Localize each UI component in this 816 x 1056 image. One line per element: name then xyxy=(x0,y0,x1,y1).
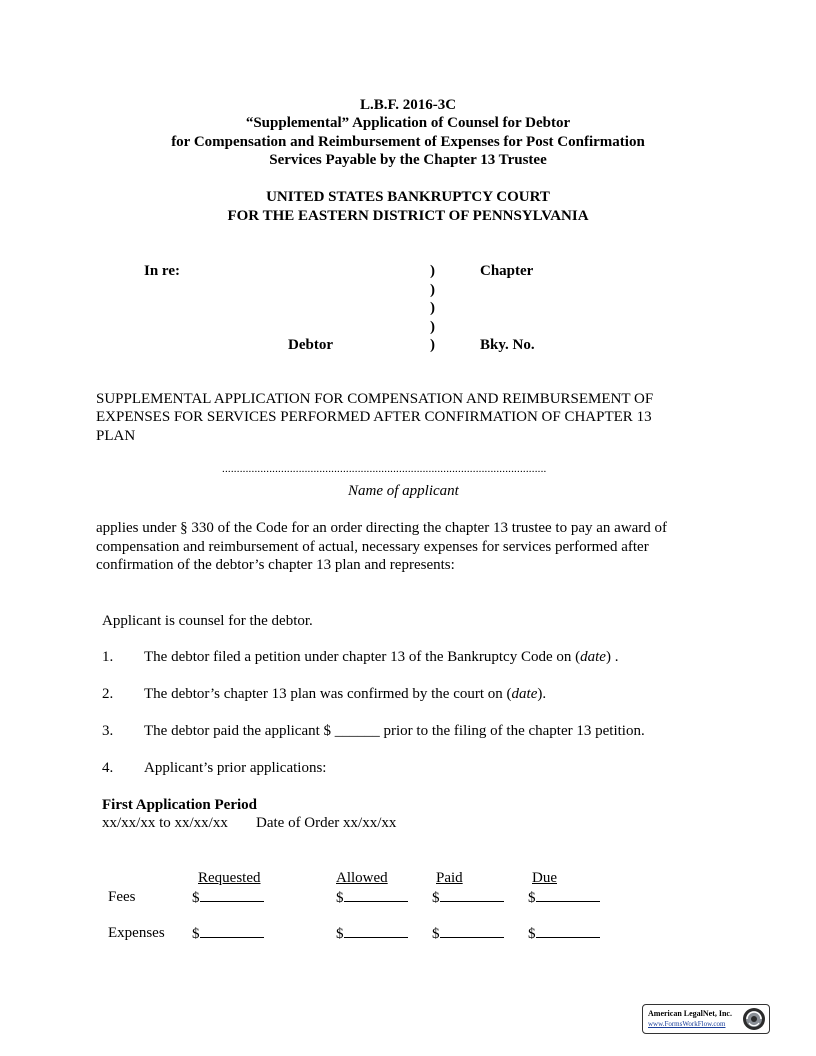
fees-paid-field[interactable]: $ xyxy=(432,888,504,907)
expenses-row-label: Expenses xyxy=(108,925,165,941)
item-3-number: 3. xyxy=(102,723,114,739)
column-paid: Paid xyxy=(436,870,463,886)
intro-line-2: compensation and reimbursement of actual, necessary expenses for services performed after xyxy=(96,539,649,555)
applicant-name-label: Name of applicant xyxy=(348,483,459,499)
caption-paren-3: ) xyxy=(430,300,435,316)
intro-line-1: applies under § 330 of the Code for an order directing the chapter 13 trustee to pay an award of xyxy=(96,520,668,536)
application-heading-line-3: PLAN xyxy=(96,428,136,444)
intro-line-3: confirmation of the debtor’s chapter 13 plan and represents: xyxy=(96,557,455,573)
item-4-number: 4. xyxy=(102,760,114,776)
court-name-line-2: FOR THE EASTERN DISTRICT OF PENNSYLVANIA xyxy=(227,208,589,224)
application-heading-line-2: EXPENSES FOR SERVICES PERFORMED AFTER CONFIRMATION OF CHAPTER 13 xyxy=(96,409,652,425)
first-period-order-date: Date of Order xx/xx/xx xyxy=(256,815,397,831)
expenses-paid-field[interactable]: $ xyxy=(432,924,504,943)
american-legalnet-logo[interactable] xyxy=(642,1004,770,1034)
item-2-number: 2. xyxy=(102,686,114,702)
bky-no-label: Bky. No. xyxy=(480,337,535,353)
expenses-requested-field[interactable]: $ xyxy=(192,924,264,943)
column-allowed: Allowed xyxy=(336,870,388,886)
caption-paren-5: ) xyxy=(430,337,435,353)
item-2-text: The debtor’s chapter 13 plan was confirmed by the court on (date). xyxy=(144,686,547,702)
chapter-label: Chapter xyxy=(480,263,534,279)
debtor-label: Debtor xyxy=(288,337,333,353)
applicant-name-dotted-line: .............................................................................................................. xyxy=(222,463,547,475)
fees-allowed-field[interactable]: $ xyxy=(336,888,408,907)
column-due: Due xyxy=(532,870,557,886)
form-number: L.B.F. 2016-3C xyxy=(359,97,457,113)
item-1-text: The debtor filed a petition under chapter 13 of the Bankruptcy Code on (date) . xyxy=(144,649,619,665)
counsel-statement: Applicant is counsel for the debtor. xyxy=(102,613,313,629)
application-heading-line-1: SUPPLEMENTAL APPLICATION FOR COMPENSATION AND REIMBURSEMENT OF xyxy=(96,391,654,407)
first-period-dates: xx/xx/xx to xx/xx/xx xyxy=(102,815,228,831)
form-title-line-1: “Supplemental” Application of Counsel for Debtor xyxy=(245,115,571,131)
expenses-allowed-field[interactable]: $ xyxy=(336,924,408,943)
fees-row-label: Fees xyxy=(108,889,136,905)
form-title-line-3: Services Payable by the Chapter 13 Trustee xyxy=(269,152,547,168)
form-title-line-2: for Compensation and Reimbursement of Expenses for Post Confirmation xyxy=(171,134,645,150)
in-re-label: In re: xyxy=(144,263,180,279)
first-period-title: First Application Period xyxy=(102,797,257,813)
fees-requested-field[interactable]: $ xyxy=(192,888,264,907)
item-4-text: Applicant’s prior applications: xyxy=(144,760,327,776)
expenses-due-field[interactable]: $ xyxy=(528,924,600,943)
item-1-number: 1. xyxy=(102,649,114,665)
caption-paren-1: ) xyxy=(430,263,435,279)
fees-due-field[interactable]: $ xyxy=(528,888,600,907)
column-requested: Requested xyxy=(198,870,261,886)
caption-paren-4: ) xyxy=(430,319,435,335)
globe-icon xyxy=(742,1007,766,1031)
logo-url[interactable]: www.FormsWorkFlow.com xyxy=(648,1020,726,1028)
logo-company-name: American LegalNet, Inc. xyxy=(648,1009,732,1018)
caption-paren-2: ) xyxy=(430,282,435,298)
court-name-line-1: UNITED STATES BANKRUPTCY COURT xyxy=(266,189,550,205)
item-3-text: The debtor paid the applicant $ ______ prior to the filing of the chapter 13 petition. xyxy=(144,723,645,739)
